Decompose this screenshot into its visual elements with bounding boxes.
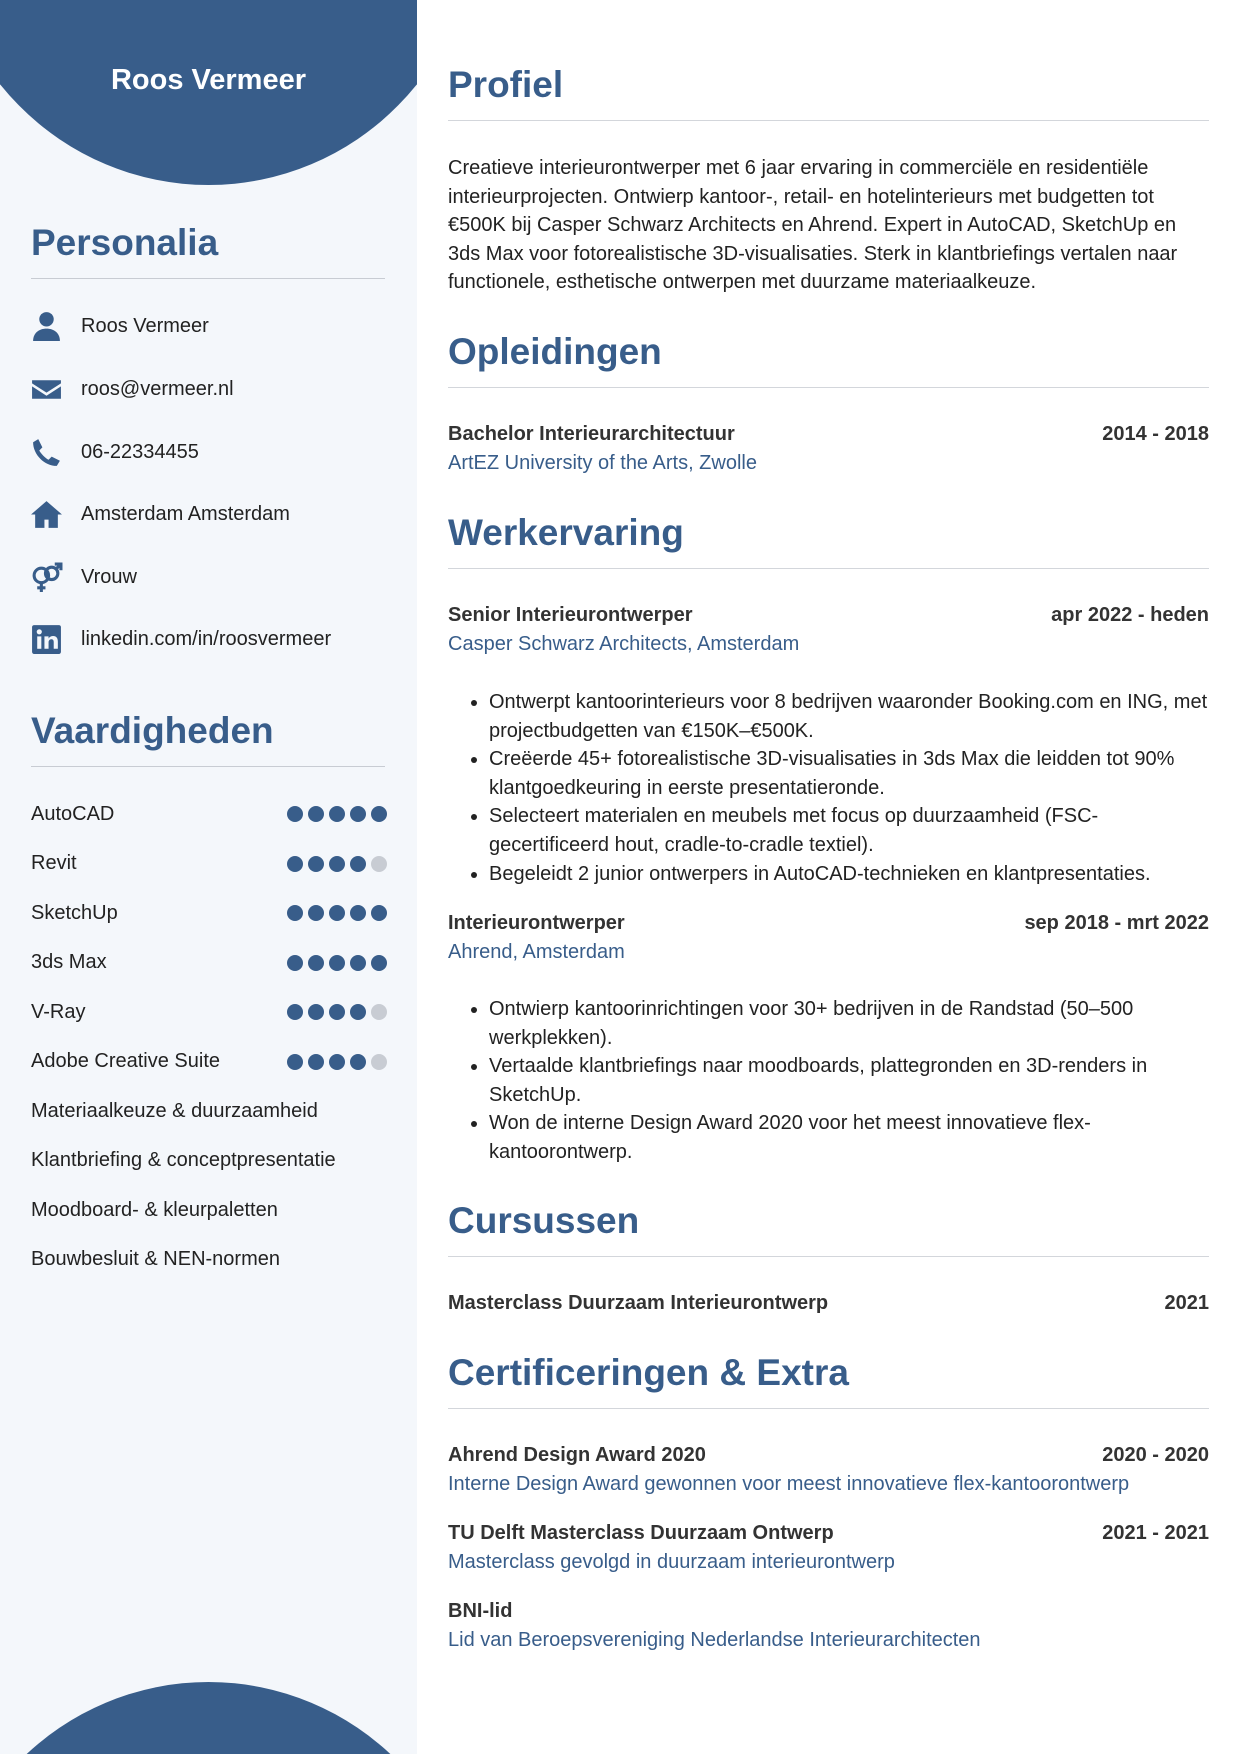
rating-dot-filled [287, 1054, 303, 1070]
job-1-company: Casper Schwarz Architects, Amsterdam [448, 633, 800, 655]
personalia-email[interactable] [28, 371, 234, 407]
cert-2-header [448, 1522, 1209, 1545]
cert-3-name: BNI-lid [448, 1600, 513, 1622]
skill-row [31, 899, 387, 927]
rating-dot-filled [371, 806, 387, 822]
cert-1-header [448, 1444, 1209, 1467]
job-1-bullets [489, 688, 1209, 888]
phone-icon [28, 434, 64, 470]
skill-name: Klantbriefing & conceptpresentatie [31, 1149, 336, 1171]
cert-1-dates: 2020 - 2020 [1102, 1444, 1209, 1466]
rating-dot-filled [329, 856, 345, 872]
job-1-header [448, 604, 1209, 627]
courses-heading: Cursussen [448, 1200, 1209, 1257]
skill-row [31, 1048, 387, 1076]
skill-row [31, 1196, 387, 1224]
skill-row [31, 800, 387, 828]
personalia-email-text[interactable]: roos@vermeer.nl [81, 377, 234, 400]
envelope-icon [28, 371, 64, 407]
job-1-dates: apr 2022 - heden [1051, 604, 1209, 626]
sidebar [0, 0, 417, 1754]
personalia-address [28, 496, 290, 532]
list-item: • Vertaalde klantbriefings naar moodboards, plattegronden en 3D-renders in SketchUp. [489, 1052, 1209, 1109]
personalia-name-text: Roos Vermeer [81, 314, 209, 337]
cert-2-dates: 2021 - 2021 [1102, 1522, 1209, 1544]
skill-rating [287, 905, 387, 921]
rating-dot-filled [329, 1054, 345, 1070]
personalia-linkedin-text[interactable]: linkedin.com/in/roosvermeer [81, 627, 332, 650]
list-item: • Won de interne Design Award 2020 voor het meest innovatieve flex-kantoorontwerp. [489, 1109, 1209, 1166]
personalia-address-text: Amsterdam Amsterdam [81, 502, 290, 525]
personalia-heading: Personalia [31, 222, 385, 279]
rating-dot-filled [350, 1004, 366, 1020]
rating-dot-filled [371, 905, 387, 921]
rating-dot-filled [287, 955, 303, 971]
rating-dot-filled [329, 955, 345, 971]
skills-heading: Vaardigheden [31, 710, 385, 767]
certifications-heading: Certificeringen & Extra [448, 1352, 1209, 1409]
rating-dot-empty [371, 1004, 387, 1020]
cert-1-name: Ahrend Design Award 2020 [448, 1444, 706, 1466]
rating-dot-filled [350, 1054, 366, 1070]
course-entry-header [448, 1292, 1209, 1315]
job-2-company: Ahrend, Amsterdam [448, 941, 625, 963]
user-icon [28, 308, 64, 344]
cert-3-desc: Lid van Beroepsvereniging Nederlandse Interieurarchitecten [448, 1629, 981, 1651]
skill-rating [287, 955, 387, 971]
list-item: • Begeleidt 2 junior ontwerpers in AutoCAD-technieken en klantpresentaties. [489, 860, 1209, 889]
skill-row [31, 850, 387, 878]
rating-dot-filled [329, 806, 345, 822]
rating-dot-filled [308, 806, 324, 822]
job-2-header [448, 912, 1209, 935]
skill-row [31, 1147, 387, 1175]
experience-heading: Werkervaring [448, 512, 1209, 569]
profile-heading: Profiel [448, 64, 1209, 121]
education-degree: Bachelor Interieurarchitectuur [448, 423, 735, 445]
list-item: • Ontwierp kantoorinrichtingen voor 30+ bedrijven in de Randstad (50–500 werkplekken). [489, 995, 1209, 1052]
rating-dot-filled [287, 1004, 303, 1020]
rating-dot-filled [329, 1004, 345, 1020]
education-heading: Opleidingen [448, 331, 1209, 388]
skill-rating [287, 806, 387, 822]
skill-rating [287, 1004, 387, 1020]
cert-2-desc: Masterclass gevolgd in duurzaam interieurontwerp [448, 1551, 895, 1573]
course-dates: 2021 [1164, 1292, 1209, 1314]
rating-dot-filled [308, 856, 324, 872]
rating-dot-filled [350, 905, 366, 921]
gender-icon [28, 559, 64, 595]
candidate-name: Roos Vermeer [110, 64, 307, 96]
skill-rating [287, 1054, 387, 1070]
cert-3-header [448, 1600, 1209, 1623]
rating-dot-filled [287, 806, 303, 822]
education-entry-header [448, 423, 1209, 446]
skill-name: Bouwbesluit & NEN-normen [31, 1248, 280, 1270]
rating-dot-filled [308, 955, 324, 971]
skill-name: Materiaalkeuze & duurzaamheid [31, 1099, 318, 1122]
rating-dot-filled [350, 955, 366, 971]
personalia-gender-text: Vrouw [81, 565, 137, 588]
rating-dot-filled [371, 955, 387, 971]
skill-name: SketchUp [31, 901, 118, 924]
profile-text: Creatieve interieurontwerper met 6 jaar ervaring in commerciële en residentiële interieurprojecten. Ontwierp kantoor-, retail- en hotelinterieurs met budgetten tot €500K bij Casper Schwarz Architects en Ahrend. Expert in AutoCAD, SketchUp en 3ds Max voor fotorealistische 3D-visualisaties. Sterk in klantbriefings vertalen naar functionele, esthetische ontwerpen met duurzame materiaalkeuze. [448, 157, 1178, 294]
skill-name: Revit [31, 852, 77, 874]
list-item: • Ontwerpt kantoorinterieurs voor 8 bedrijven waaronder Booking.com en ING, met projectbudgetten van €150K–€500K. [489, 688, 1209, 745]
rating-dot-filled [329, 905, 345, 921]
rating-dot-filled [308, 1054, 324, 1070]
rating-dot-filled [287, 856, 303, 872]
rating-dot-filled [308, 1004, 324, 1020]
skill-name: AutoCAD [31, 802, 115, 825]
personalia-name [28, 308, 209, 344]
sidebar-footer-shape [0, 1682, 417, 1754]
rating-dot-filled [308, 905, 324, 921]
job-2-dates: sep 2018 - mrt 2022 [1024, 912, 1209, 934]
job-1-role: Senior Interieurontwerper [448, 604, 693, 626]
skill-rating [287, 856, 387, 872]
list-item: • Creëerde 45+ fotorealistische 3D-visualisaties in 3ds Max die leidden tot 90% klantgoedkeuring in eerste presentatieronde. [489, 745, 1209, 802]
rating-dot-empty [371, 1054, 387, 1070]
cert-1-desc: Interne Design Award gewonnen voor meest innovatieve flex-kantoorontwerp [448, 1473, 1130, 1495]
job-2-role: Interieurontwerper [448, 912, 625, 934]
home-icon [28, 496, 64, 532]
education-school: ArtEZ University of the Arts, Zwolle [448, 452, 757, 474]
list-item: • Selecteert materialen en meubels met focus op duurzaamheid (FSC-gecertificeerd hout, cradle-to-cradle textiel). [489, 802, 1209, 859]
skill-row [31, 949, 387, 977]
cert-2-name: TU Delft Masterclass Duurzaam Ontwerp [448, 1522, 834, 1544]
personalia-linkedin[interactable] [28, 621, 331, 657]
skill-name: Moodboard- & kleurpaletten [31, 1198, 278, 1221]
rating-dot-filled [350, 806, 366, 822]
skill-row [31, 1097, 387, 1125]
personalia-gender [28, 559, 137, 595]
skill-row [31, 998, 387, 1026]
skill-name: Adobe Creative Suite [31, 1050, 221, 1072]
rating-dot-empty [371, 856, 387, 872]
linkedin-icon [28, 621, 64, 657]
rating-dot-filled [350, 856, 366, 872]
skill-name: 3ds Max [31, 951, 107, 973]
course-name: Masterclass Duurzaam Interieurontwerp [448, 1292, 829, 1314]
job-2-bullets [489, 995, 1209, 1167]
skill-name: V-Ray [31, 1000, 86, 1023]
personalia-phone-text[interactable]: 06-22334455 [81, 440, 199, 463]
education-dates: 2014 - 2018 [1102, 423, 1209, 445]
personalia-phone[interactable] [28, 434, 199, 470]
skill-row [31, 1246, 387, 1274]
rating-dot-filled [287, 905, 303, 921]
